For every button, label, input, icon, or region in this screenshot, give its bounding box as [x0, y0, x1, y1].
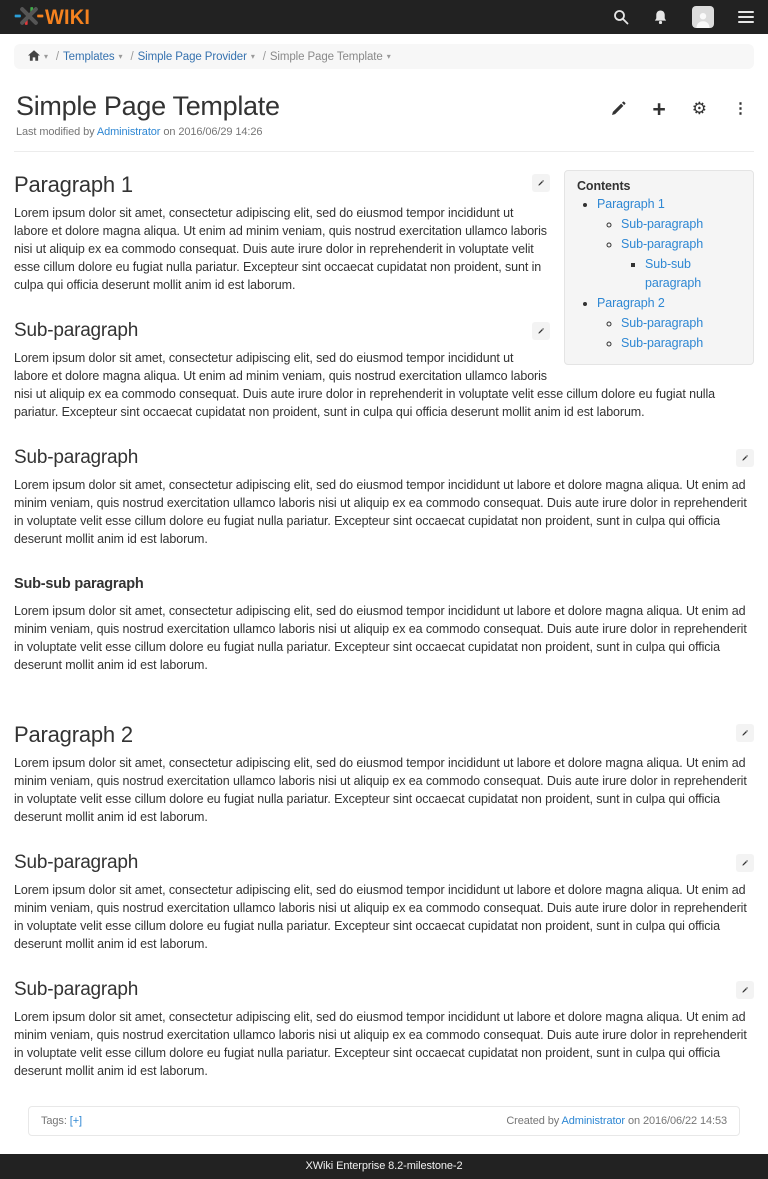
section-edit-pencil-icon[interactable]	[736, 854, 754, 872]
breadcrumb-item	[270, 51, 395, 63]
section-heading	[14, 722, 754, 748]
toc-item	[597, 294, 747, 352]
section-paragraph: Lorem ipsum dolor sit amet, consectetur adipiscing elit, sed do eiusmod tempor incididunt ut labore et dolore magna aliqua. Ut enim ad minim veniam, quis nostrud exercitation ullamco laboris nisi ut aliquip ex ea commodo consequat. Duis aute irure dolor in reprehenderit in voluptate velit esse cillum dolore eu fugiat nulla pariatur. Excepteur sint occaecat cupidatat non proident, sunt in culpa qui officia deserunt mollit anim id est laborum.	[14, 1010, 747, 1078]
version-text: XWiki Enterprise 8.2-milestone-2	[305, 1160, 463, 1172]
section-edit-pencil-icon[interactable]	[532, 174, 550, 192]
search-icon[interactable]	[613, 9, 629, 25]
tags-area	[41, 1115, 82, 1127]
section-heading	[14, 852, 754, 874]
section-edit-pencil-icon[interactable]	[736, 981, 754, 999]
page-actions	[611, 95, 748, 122]
hamburger-icon	[738, 11, 754, 23]
top-navbar	[0, 0, 768, 34]
section-title: Sub-sub paragraph	[14, 576, 144, 592]
chevron-down-icon[interactable]: ▾	[250, 52, 255, 61]
section-title: Sub-paragraph	[14, 852, 139, 873]
breadcrumb-home	[28, 50, 52, 63]
section-paragraph: Lorem ipsum dolor sit amet, consectetur adipiscing elit, sed do eiusmod tempor incididunt ut labore et dolore magna aliqua. Ut enim ad minim veniam, quis nostrud exercitation ullamco laboris nisi ut aliquip ex ea commodo consequat. Duis aute irure dolor in reprehenderit in voluptate velit esse cillum dolore eu fugiat nulla pariatur. Excepteur sint occaecat cupidatat non proident, sunt in culpa qui officia deserunt mollit anim id est laborum.	[14, 756, 747, 824]
toc-item	[645, 255, 747, 291]
toc-link[interactable]: Sub-paragraph	[621, 335, 704, 350]
chevron-down-icon[interactable]: ▾	[44, 52, 48, 61]
section-heading	[14, 979, 754, 1001]
modified-user-link[interactable]: Administrator	[96, 126, 161, 138]
section-paragraph: Lorem ipsum dolor sit amet, consectetur adipiscing elit, sed do eiusmod tempor incididunt ut labore et dolore magna aliqua. Ut enim ad minim veniam, quis nostrud exercitation ullamco laboris nisi ut aliquip ex ea commodo consequat. Duis aute irure dolor in reprehenderit in voluptate velit esse cillum dolore eu fugiat nulla pariatur. Excepteur sint occaecat cupidatat non proident, sunt in culpa qui officia deserunt mollit anim id est laborum.	[14, 351, 715, 419]
breadcrumb-item	[63, 51, 126, 63]
breadcrumb-separator: /	[55, 50, 60, 63]
breadcrumb-separator: /	[262, 50, 266, 63]
page-header	[0, 77, 768, 126]
section-edit-pencil-icon[interactable]	[532, 322, 550, 340]
settings-gear-icon[interactable]: ⚙	[691, 98, 707, 118]
modified-suffix: on 2016/06/29 14:26	[163, 126, 263, 138]
section-title: Sub-paragraph	[14, 447, 139, 468]
home-icon[interactable]	[28, 50, 40, 63]
edit-pencil-icon[interactable]	[611, 101, 626, 116]
created-line	[506, 1115, 727, 1127]
document-content	[0, 152, 768, 1136]
toc-item	[621, 215, 747, 233]
menu-icon[interactable]	[738, 11, 754, 23]
section-heading	[14, 447, 754, 469]
xwiki-logo[interactable]	[14, 3, 92, 32]
toc-item	[621, 235, 747, 291]
toc-title: Contents	[577, 179, 631, 193]
created-prefix: Created by	[506, 1115, 560, 1127]
document-footer	[28, 1106, 740, 1136]
toc-item	[621, 334, 747, 352]
chevron-down-icon[interactable]: ▾	[386, 52, 391, 61]
tags-label: Tags:	[41, 1115, 67, 1127]
xwiki-logo-x-icon	[14, 3, 44, 32]
page-title: Simple Page Template	[16, 91, 280, 121]
created-user-link[interactable]: Administrator	[561, 1115, 625, 1127]
user-avatar[interactable]	[692, 6, 714, 28]
table-of-contents	[564, 170, 754, 365]
toc-link[interactable]: Sub-sub paragraph	[645, 257, 702, 290]
toc-item	[621, 314, 747, 332]
toc-item	[597, 195, 747, 292]
toc-link[interactable]: Paragraph 1	[597, 197, 665, 211]
breadcrumb-separator: /	[130, 50, 134, 63]
version-footer-bar	[0, 1154, 768, 1179]
breadcrumb-link[interactable]: Templates	[63, 50, 115, 63]
add-tag-link[interactable]: [+]	[69, 1115, 83, 1127]
section-edit-pencil-icon[interactable]	[736, 449, 754, 467]
toc-link[interactable]: Paragraph 2	[597, 295, 665, 310]
section-paragraph: Lorem ipsum dolor sit amet, consectetur adipiscing elit, sed do eiusmod tempor incididunt ut labore et dolore magna aliqua. Ut enim ad minim veniam, quis nostrud exercitation ullamco laboris nisi ut aliquip ex ea commodo consequat. Duis aute irure dolor in reprehenderit in voluptate velit esse cillum dolore eu fugiat nulla pariatur. Excepteur sint occaecat cupidatat non proident, sunt in culpa qui officia deserunt mollit anim id est laborum.	[14, 604, 747, 672]
chevron-down-icon[interactable]: ▾	[118, 52, 123, 61]
section-title: Paragraph 1	[14, 172, 133, 197]
bell-icon[interactable]	[653, 9, 668, 25]
section-title: Sub-paragraph	[14, 979, 139, 1000]
section-heading	[14, 576, 754, 592]
section-title: Paragraph 2	[14, 722, 133, 747]
breadcrumb-item	[138, 51, 259, 63]
created-suffix: on 2016/06/22 14:53	[627, 1115, 727, 1127]
section-paragraph: Lorem ipsum dolor sit amet, consectetur adipiscing elit, sed do eiusmod tempor incididunt ut labore et dolore magna aliqua. Ut enim ad minim veniam, quis nostrud exercitation ullamco laboris nisi ut aliquip ex ea commodo consequat. Duis aute irure dolor in reprehenderit in voluptate velit esse cillum dolore eu fugiat nulla pariatur. Excepteur sint occaecat cupidatat non proident, sunt in culpa qui officia deserunt mollit anim id est laborum.	[14, 206, 547, 292]
avatar	[692, 6, 714, 28]
modified-prefix: Last modified by	[16, 126, 95, 138]
toc-link[interactable]: Sub-paragraph	[621, 217, 704, 232]
section-paragraph: Lorem ipsum dolor sit amet, consectetur adipiscing elit, sed do eiusmod tempor incididunt ut labore et dolore magna aliqua. Ut enim ad minim veniam, quis nostrud exercitation ullamco laboris nisi ut aliquip ex ea commodo consequat. Duis aute irure dolor in reprehenderit in voluptate velit esse cillum dolore eu fugiat nulla pariatur. Excepteur sint occaecat cupidatat non proident, sunt in culpa qui officia deserunt mollit anim id est laborum.	[14, 883, 747, 951]
more-actions-kebab-icon[interactable]: ⋮	[733, 99, 748, 117]
section-edit-pencil-icon[interactable]	[736, 724, 754, 742]
last-modified-line	[0, 126, 768, 138]
breadcrumb-current: Simple Page Template	[269, 50, 383, 63]
xwiki-logo-text: WIKI	[45, 5, 91, 29]
toc-link[interactable]: Sub-paragraph	[621, 237, 704, 252]
breadcrumb	[14, 44, 754, 69]
create-plus-icon[interactable]: +	[652, 95, 666, 122]
breadcrumb-link[interactable]: Simple Page Provider	[137, 50, 247, 63]
section-title: Sub-paragraph	[14, 320, 139, 341]
section-paragraph: Lorem ipsum dolor sit amet, consectetur adipiscing elit, sed do eiusmod tempor incididunt ut labore et dolore magna aliqua. Ut enim ad minim veniam, quis nostrud exercitation ullamco laboris nisi ut aliquip ex ea commodo consequat. Duis aute irure dolor in reprehenderit in voluptate velit esse cillum dolore eu fugiat nulla pariatur. Excepteur sint occaecat cupidatat non proident, sunt in culpa qui officia deserunt mollit anim id est laborum.	[14, 478, 747, 546]
toc-link[interactable]: Sub-paragraph	[621, 315, 704, 330]
